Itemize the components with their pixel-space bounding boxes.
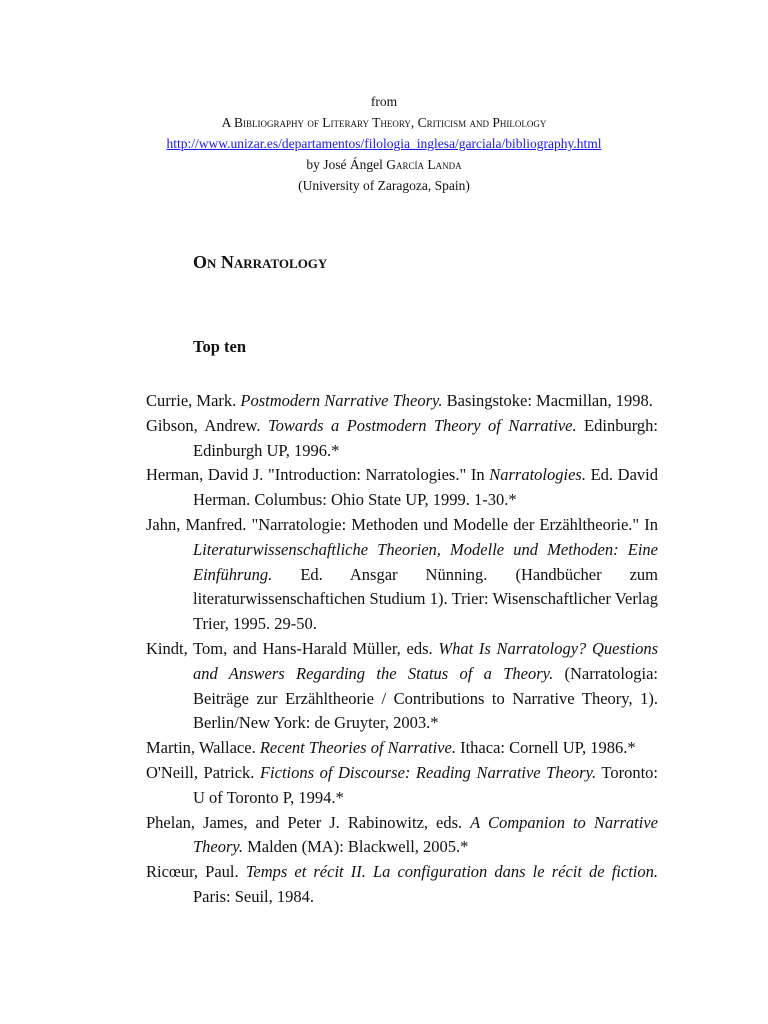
header-block [0, 91, 768, 196]
entry-lead: Currie, Mark. [146, 391, 241, 410]
bibliography-entry [146, 736, 658, 761]
entry-work-title: What Is Narratology? Questions and Answers Regarding the Status of a Theory. [193, 638, 658, 683]
entry-work-title: Narratologies. [489, 465, 586, 485]
entry-tail: Ed. David Herman. Columbus: Ohio State UP, 1999. 1-30.* [193, 465, 658, 510]
bibliography-entry [146, 463, 658, 513]
bibliography-entry [146, 811, 658, 861]
entry-lead: Herman, David J. "Introduction: Narratologies." In [146, 465, 490, 485]
entry-lead: Jahn, Manfred. "Narratologie: Methoden und Modelle der Erzähltheorie." In [146, 514, 658, 534]
entry-work-title: Postmodern Narrative Theory. [240, 391, 443, 410]
entry-lead: Phelan, James, and Peter J. Rabinowitz, eds. [146, 812, 471, 832]
by-prefix: by José Ángel [306, 157, 387, 172]
section-heading: Top ten [193, 337, 247, 356]
entry-tail: Edinburgh: Edinburgh UP, 1996.* [193, 415, 658, 460]
entry-work-title: Fictions of Discourse: Reading Narrative Theory. [259, 762, 597, 782]
bibliography-entry [146, 414, 658, 464]
entry-work-title: A Companion to Narrative Theory. [193, 812, 658, 857]
bibliography-list [146, 389, 658, 910]
bibliography-link[interactable]: http://www.unizar.es/departamentos/filologia_inglesa/garciala/bibliography.html [166, 136, 602, 151]
entry-work-title: Recent Theories of Narrative. [259, 738, 456, 758]
entry-lead: Martin, Wallace. [146, 738, 260, 758]
bibliography-entry [146, 761, 658, 811]
entry-tail: (Narratologia: Beiträge zur Erzähltheorie / Contributions to Narrative Theory, 1). Berlin/New York: de Gruyter, 2003.* [193, 663, 658, 733]
bibliography-entry [146, 637, 658, 736]
entry-lead: Gibson, Andrew. [146, 415, 268, 435]
entry-tail: Ithaca: Cornell UP, 1986.* [455, 738, 636, 758]
entry-lead: Ricœur, Paul. [146, 862, 246, 882]
bibliography-entry [146, 513, 658, 637]
author-name: García Landa [386, 157, 462, 172]
bibliography-entry [146, 389, 658, 414]
entry-work-title: Towards a Postmodern Theory of Narrative. [267, 415, 577, 435]
entry-tail: Toronto: U of Toronto P, 1994.* [193, 762, 658, 807]
author-line [0, 154, 768, 175]
entry-lead: O'Neill, Patrick. [146, 762, 260, 782]
entry-work-title: Literaturwissenschaftliche Theorien, Modelle und Methoden: Eine Einführung. [193, 539, 658, 584]
entry-work-title: Temps et récit II. La configuration dans le récit de fiction. [245, 862, 658, 882]
entry-tail: Ed. Ansgar Nünning. (Handbücher zum literaturwissenschaftichen Studium 1). Trier: Wisenschaftlicher Verlag Trier, 1995. 29-50. [193, 564, 658, 634]
entry-tail: Malden (MA): Blackwell, 2005.* [242, 837, 469, 857]
entry-tail: Basingstoke: Macmillan, 1998. [442, 391, 653, 410]
affiliation: (University of Zaragoza, Spain) [298, 178, 470, 193]
entry-tail: Paris: Seuil, 1984. [193, 886, 315, 906]
page-title: On Narratology [193, 252, 328, 272]
entry-lead: Kindt, Tom, and Hans-Harald Müller, eds. [146, 638, 439, 658]
from-label: from [370, 94, 398, 109]
bibliography-entry [146, 860, 658, 910]
bibliography-title: A Bibliography of Literary Theory, Criticism and Philology [221, 115, 547, 130]
